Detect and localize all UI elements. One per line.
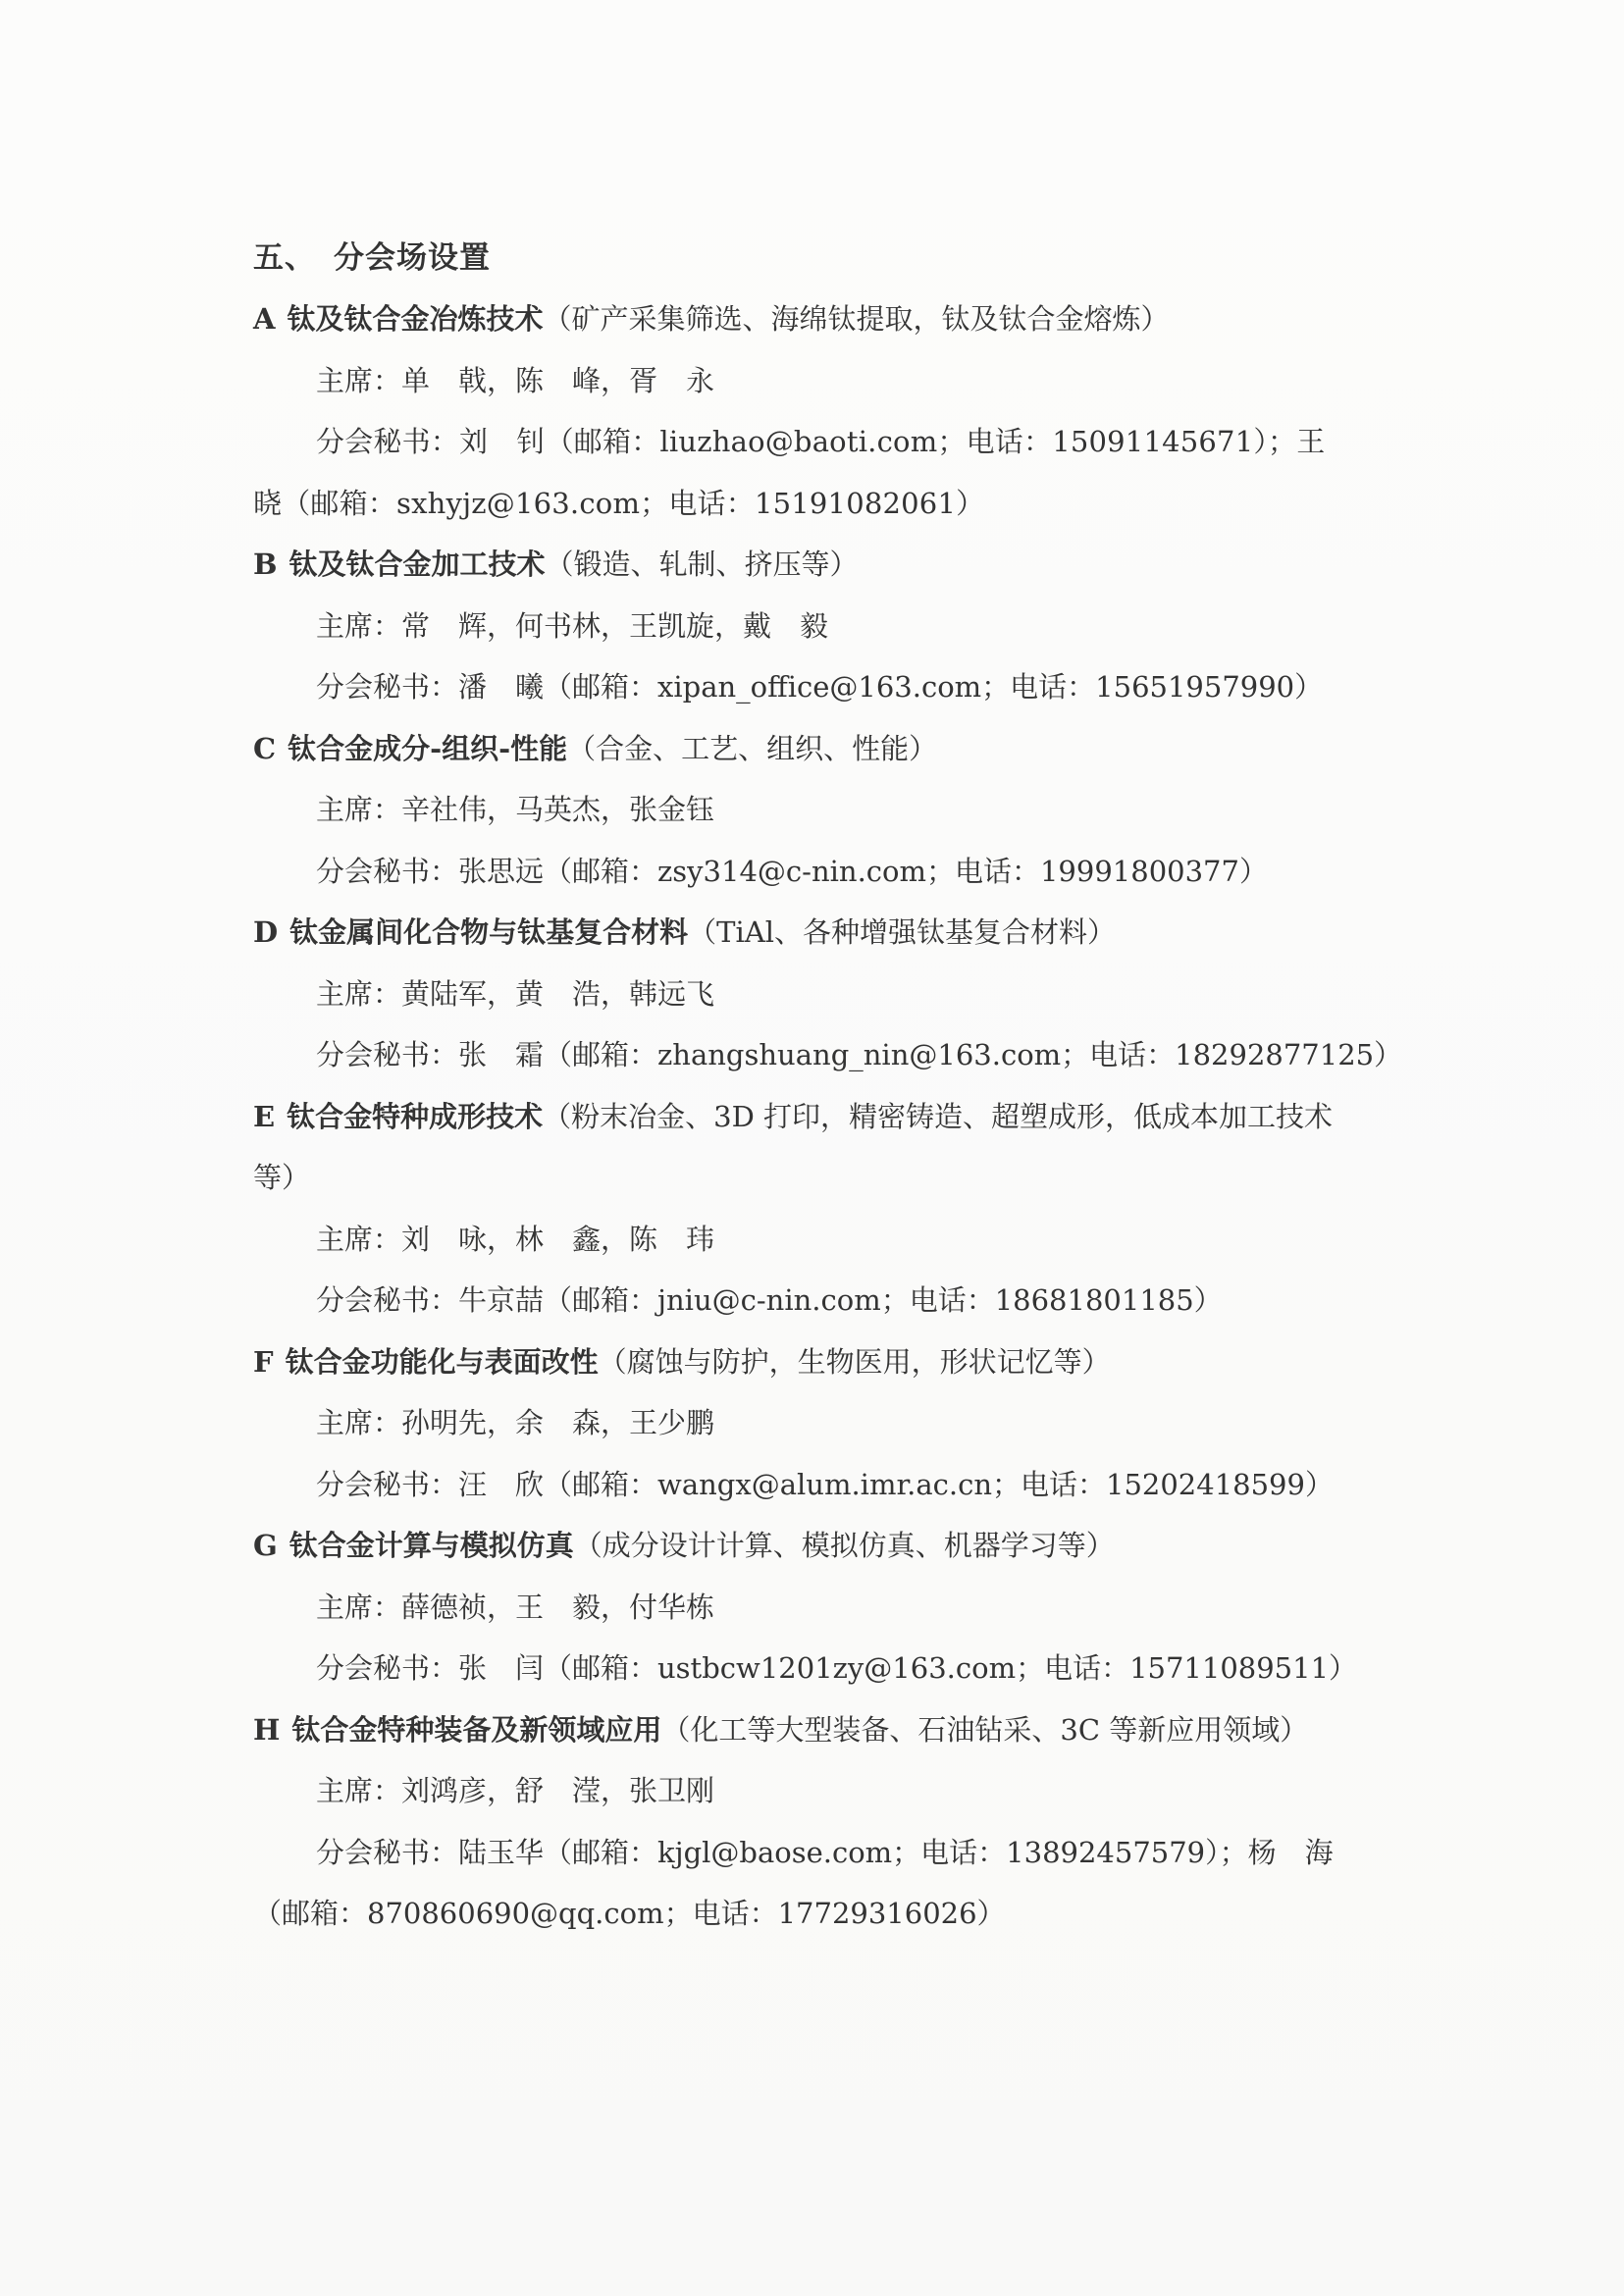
session-secretary: 分会秘书：刘 钊（邮箱：liuzhao@baoti.com；电话：15091145671）；王 晓（邮箱：sxhyjz@163.com；电话：15191082061） [253,425,1354,520]
session-title-line [253,1515,1372,1577]
session-letter: D [253,915,279,949]
session-scope: （粉末冶金、3D 打印，精密铸造、超塑成形，低成本加工技术等） [253,1099,1334,1194]
session-scope: （化工等大型装备、石油钻采、3C 等新应用领域） [661,1712,1309,1747]
session-b [253,534,1372,718]
session-secretary: 分会秘书：潘 曦（邮箱：xipan_office@163.com；电话：15651957990） [316,670,1324,704]
session-chairs: 主席：常 辉，何书林，王凯旋，戴 毅 [316,608,829,643]
session-chairs: 主席：单 戟，陈 峰，胥 永 [316,363,715,397]
session-chairs: 主席：薛德祯，王 毅，付华栋 [316,1590,715,1624]
session-scope: （TiAl、各种增强钛基复合材料） [688,915,1117,949]
session-secretary: 分会秘书：牛京喆（邮箱：jniu@c-nin.com；电话：18681801185） [316,1283,1223,1317]
session-title-line [253,1086,1372,1209]
session-chairs: 主席：刘鸿彦，舒 滢，张卫刚 [316,1774,715,1807]
session-letter: E [253,1099,276,1133]
session-h [253,1699,1372,1945]
section-number: 五、 [253,240,316,276]
session-letter: B [253,548,278,581]
section-heading [253,228,1372,288]
session-chairs: 主席：辛社伟，马英杰，张金钰 [316,793,715,826]
session-letter: H [253,1712,281,1747]
session-secretary: 分会秘书：汪 欣（邮箱：wangx@alum.imr.ac.cn；电话：15202418599） [316,1467,1334,1501]
session-letter: F [253,1344,274,1379]
session-title: 钛合金特种成形技术 [287,1099,544,1133]
session-secretary: 分会秘书：陆玉华（邮箱：kjgl@baose.com；电话：13892457579）；杨 海（邮箱：870860690@qq.com；电话：17729316026） [253,1835,1334,1930]
session-a [253,288,1372,534]
session-d [253,902,1403,1086]
session-letter: G [253,1529,278,1562]
session-title-line [253,1699,1372,1761]
session-title: 钛合金功能化与表面改性 [285,1344,599,1379]
session-f [253,1331,1372,1516]
section-title: 分会场设置 [334,240,491,276]
document-content [253,228,1403,1945]
session-title: 钛合金特种装备及新领域应用 [291,1712,662,1747]
session-g [253,1515,1372,1699]
session-title-line [253,718,1372,780]
session-secretary: 分会秘书：张思远（邮箱：zsy314@c-nin.com；电话：19991800377） [316,854,1268,888]
session-title-line [253,1331,1372,1393]
session-title-line [253,288,1372,350]
session-c [253,718,1372,903]
session-e [253,1086,1372,1331]
session-title-line [253,902,1372,964]
session-title: 钛及钛合金加工技术 [288,548,546,581]
session-letter: A [253,302,276,336]
session-chairs: 主席：孙明先，余 森，王少鹏 [316,1406,715,1439]
session-title-line [253,534,1372,596]
session-title: 钛合金成分-组织-性能 [288,731,568,765]
session-secretary: 分会秘书：张 霜（邮箱：zhangshuang_nin@163.com；电话：18292877125） [316,1038,1403,1071]
session-letter: C [253,731,277,765]
session-scope: （锻造、轧制、挤压等） [545,548,859,581]
session-scope: （腐蚀与防护，生物医用，形状记忆等） [598,1344,1111,1379]
session-scope: （合金、工艺、组织、性能） [567,731,938,765]
session-chairs: 主席：刘 咏，林 鑫，陈 玮 [316,1222,715,1256]
session-secretary: 分会秘书：张 闫（邮箱：ustbcw1201zy@163.com；电话：15711089511） [316,1651,1358,1685]
session-scope: （矿产采集筛选、海绵钛提取，钛及钛合金熔炼） [543,302,1170,336]
session-title: 钛合金计算与模拟仿真 [288,1529,574,1562]
session-title: 钛及钛合金冶炼技术 [287,302,544,336]
session-title: 钛金属间化合物与钛基复合材料 [289,915,689,949]
session-chairs: 主席：黄陆军，黄 浩，韩远飞 [316,976,715,1011]
session-scope: （成分设计计算、模拟仿真、机器学习等） [573,1529,1115,1562]
